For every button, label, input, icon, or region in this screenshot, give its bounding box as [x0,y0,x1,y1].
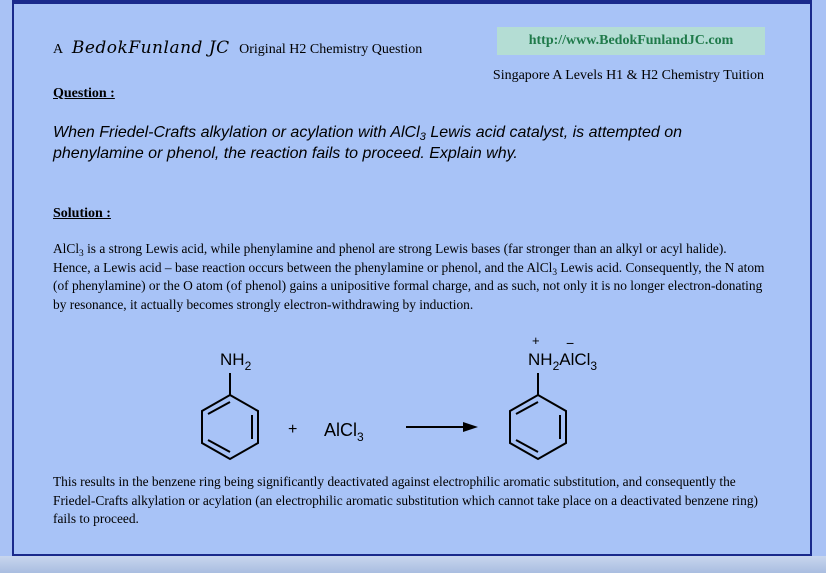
question-text-part2: Lewis acid catalyst, is attempted on phenylamine or phenol, the reaction fails to proceed. Explain why. [53,124,683,162]
reactant-benzene-ring [202,395,258,459]
website-link[interactable]: http://www.BedokFunlandJC.com [497,27,765,55]
bottom-strip [0,556,826,573]
product-double-bond-3 [516,402,538,414]
para1-subscript-2: 3 [552,267,558,278]
question-heading: Question : [53,86,115,101]
reactant-nh2-label: $NH_2$ [220,350,252,373]
para1-part-c: Lewis acid. Consequently, the N atom (of phenylamine) or the O atom (of phenol) gains a unipositive formal charge, and as such, not only it is no longer electron-donating by resonance, it actually becomes strongly electron-withdrawing by induction. [53,259,765,312]
product-plus-charge: + [532,336,540,348]
reaction-arrow-head [463,422,478,432]
tuition-tagline: Singapore A Levels H1 & H2 Chemistry Tuition [492,68,764,83]
reagent-alcl3: AlCl$_3$ [324,420,364,444]
reaction-scheme [180,336,640,466]
question-text-part1: When Friedel-Crafts alkylation or acylation with AlCl [53,124,420,141]
solution-heading: Solution : [53,206,111,221]
product-double-bond-2 [516,440,538,452]
header-title [53,38,422,58]
product-benzene-ring [510,395,566,459]
header-suffix: Original H2 Chemistry Question [239,42,423,57]
para1-subscript-1: 3 [79,249,84,259]
header-prefix: A [53,42,63,57]
brand-logo-text: BedokFunland JC [71,38,230,58]
reactant-double-bond-2 [208,440,230,452]
question-subscript: 3 [419,131,426,143]
product-minus-charge: − [566,336,575,351]
reactant-double-bond-3 [208,402,230,414]
solution-paragraph-1 [53,240,765,314]
question-text [53,122,753,164]
para1-part-b: is a strong Lewis acid, while phenylamine and phenol are strong Lewis bases (far stronger than an alkyl or acyl halide). Hence, a Lewis acid – base reaction occurs between the phenylamine or phenol, and the AlCl [53,241,727,275]
plus-sign: + [288,421,298,438]
para1-part-a: AlCl [53,241,80,256]
product-nh2-alcl3-label: $NH_2AlCl_3$ [528,350,598,373]
solution-paragraph-2: This results in the benzene ring being significantly deactivated against electrophilic aromatic substitution, and consequently the Friedel-Crafts alkylation or acylation (an electrophilic aromatic substitution which cannot take place on a deactivated benzene ring) fails to proceed. [53,474,758,526]
